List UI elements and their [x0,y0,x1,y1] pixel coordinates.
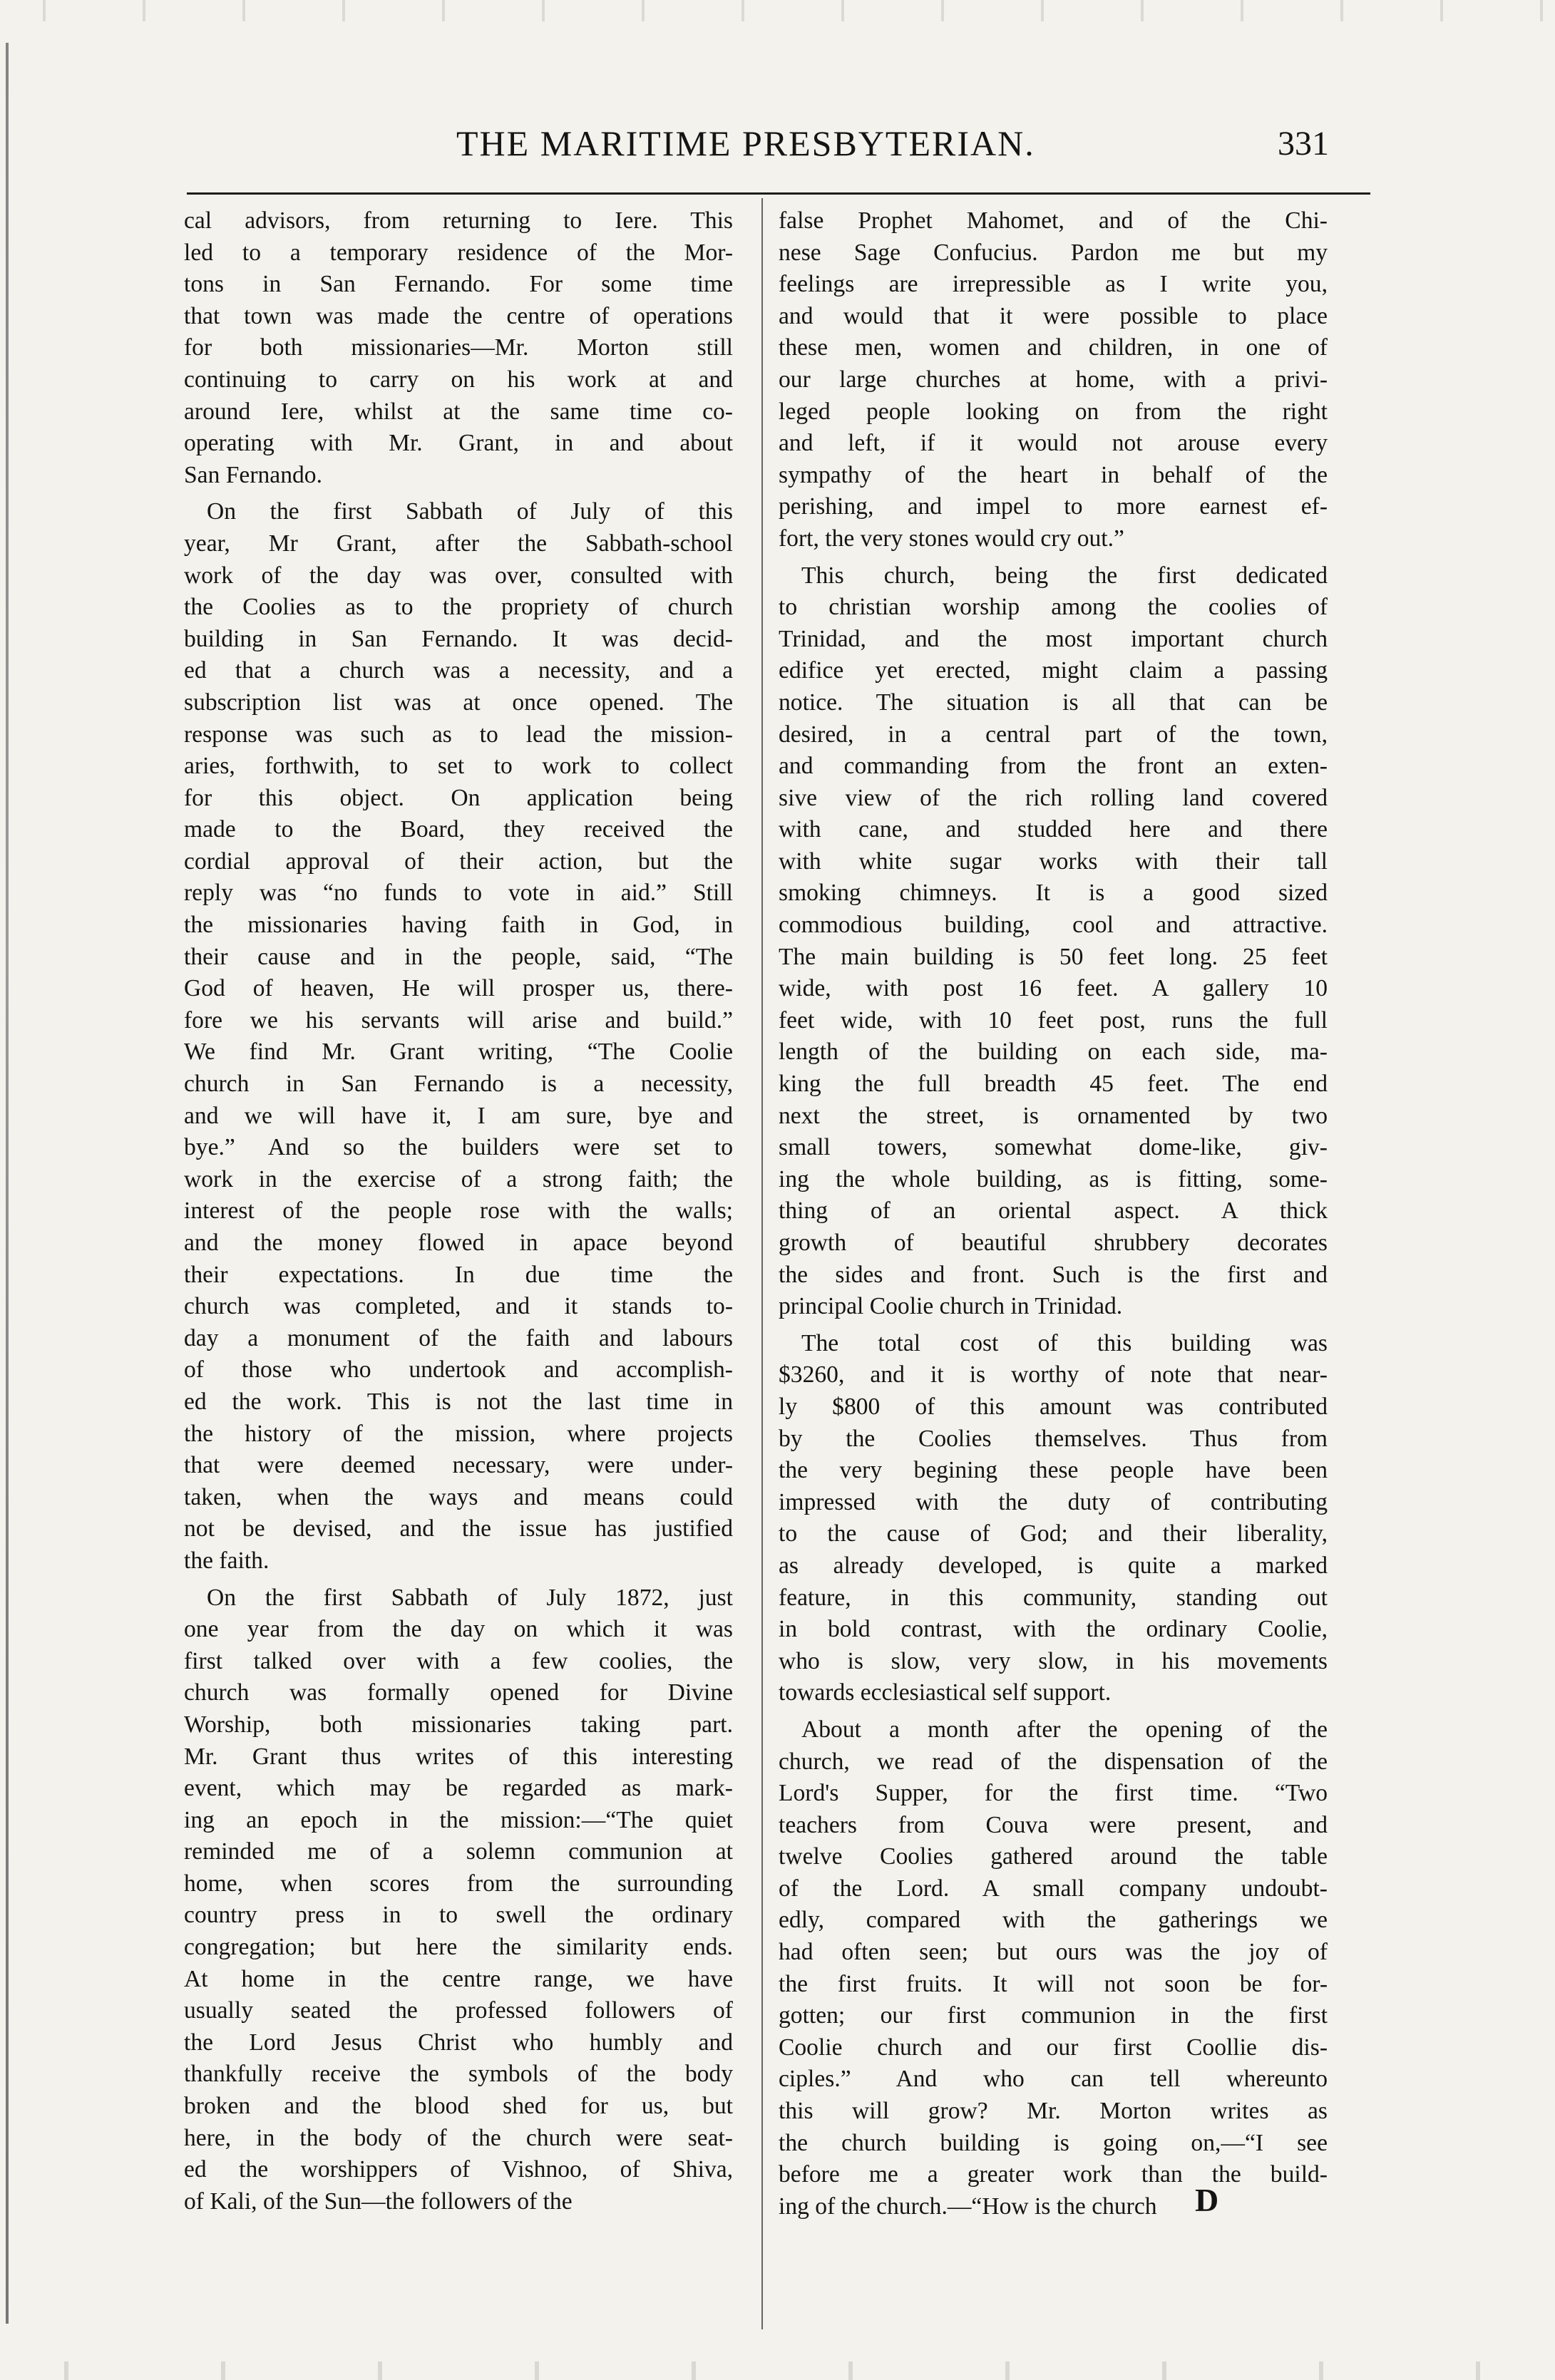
scan-artifact-bottom [0,2361,1555,2380]
paragraph [779,205,1328,555]
text-line: as already developed, is quite a marked [779,1552,1328,1579]
text-line: thing of an oriental aspect. A thick [779,1197,1328,1225]
text-line: impressed with the duty of contributing [779,1488,1328,1515]
text-line: interest of the people rose with the walls; [184,1197,733,1225]
text-line: false Prophet Mahomet, and of the Chi- [779,207,1328,234]
text-line: church was completed, and it stands to- [184,1293,733,1320]
text-line: led to a temporary residence of the Mor- [184,239,733,266]
text-line: fort, the very stones would cry out.” [779,525,1124,552]
text-line: with cane, and studded here and there [779,816,1328,843]
text-line: their expectations. In due time the [184,1261,733,1288]
text-line: work of the day was over, consulted with [184,562,733,589]
text-line: sive view of the rich rolling land covered [779,784,1328,811]
text-line: who is slow, very slow, in his movements [779,1647,1328,1674]
text-line: feature, in this community, standing out [779,1584,1328,1611]
page-header [456,123,1355,172]
text-line: before me a greater work than the build- [779,2161,1328,2188]
text-line: continuing to carry on his work at and [184,366,733,393]
text-line: the missionaries having faith in God, in [184,912,733,939]
text-line: and would that it were possible to place [779,302,1328,329]
text-line: ly $800 of this amount was contributed [779,1393,1328,1420]
text-line: the very begining these people have been [779,1457,1328,1484]
text-line: Lord's Supper, for the first time. “Two [779,1780,1328,1807]
text-line: At home in the centre range, we have [184,1965,733,1992]
text-line: About a month after the opening of the [801,1716,1328,1743]
text-line: Coolie church and our first Coollie dis- [779,2034,1328,2061]
text-line: the first fruits. It will not soon be for- [779,1970,1328,1997]
header-rule [187,192,1370,195]
text-line: aries, forthwith, to set to work to collect [184,753,733,780]
signature-mark: D [1195,2182,1219,2218]
text-line: Worship, both missionaries taking part. [184,1711,733,1738]
text-line: On the first Sabbath of July of this [207,498,733,525]
text-line: country press in to swell the ordinary [184,1902,733,1929]
text-line: smoking chimneys. It is a good sized [779,880,1328,907]
text-line: God of heaven, He will prosper us, there- [184,975,733,1002]
text-line: taken, when the ways and means could [184,1483,733,1510]
text-line: one year from the day on which it was [184,1616,733,1643]
text-line: tons in San Fernando. For some time [184,271,733,298]
text-line: nese Sage Confucius. Pardon me but my [779,239,1328,266]
text-line: work in the exercise of a strong faith; the [184,1165,733,1192]
text-line: to the cause of God; and their liberality, [779,1520,1328,1547]
text-line: $3260, and it is worthy of note that near- [779,1361,1328,1389]
text-line: small towers, somewhat dome-like, giv- [779,1134,1328,1161]
text-line: to christian worship among the coolies of [779,594,1328,621]
text-line: home, when scores from the surrounding [184,1870,733,1897]
text-line: Mr. Grant thus writes of this interesting [184,1743,733,1770]
text-line: ed that a church was a necessity, and a [184,657,733,684]
text-line: first talked over with a few coolies, the [184,1647,733,1674]
paragraph [184,496,733,1577]
text-line: feelings are irrepressible as I write you, [779,271,1328,298]
paragraph [779,1714,1328,2223]
text-line: leged people looking on from the right [779,398,1328,425]
text-line: gotten; our first communion in the first [779,2002,1328,2029]
text-line: usually seated the professed followers of [184,1997,733,2024]
column-divider [761,198,763,2329]
text-line: reminded me of a solemn communion at [184,1838,733,1865]
text-line: the Coolies as to the propriety of church [184,594,733,621]
paragraph [779,1328,1328,1709]
page-number: 331 [1278,125,1329,163]
paragraph [184,205,733,491]
text-line: ed the work. This is not the last time in [184,1388,733,1415]
text-line: king the full breadth 45 feet. The end [779,1071,1328,1098]
text-line: church, we read of the dispensation of the [779,1748,1328,1775]
text-line: and the money flowed in apace beyond [184,1230,733,1256]
text-line: and left, if it would not arouse every [779,430,1328,457]
text-line: these men, women and children, in one of [779,334,1328,361]
text-line: ing an epoch in the mission:—“The quiet [184,1806,733,1833]
text-line: year, Mr Grant, after the Sabbath-school [184,530,733,557]
text-line: desired, in a central part of the town, [779,721,1328,748]
text-line: reply was “no funds to vote in aid.” Still [184,880,733,907]
text-line: broken and the blood shed for us, but [184,2093,733,2120]
text-line: their cause and in the people, said, “The [184,943,733,970]
text-line: day a monument of the faith and labours [184,1324,733,1351]
text-line: the church building is going on,—“I see [779,2129,1328,2156]
text-line: with white sugar works with their tall [779,848,1328,875]
paragraph [779,560,1328,1323]
text-line: ed the worshippers of Vishnoo, of Shiva, [184,2156,733,2183]
text-line: notice. The situation is all that can be [779,689,1328,716]
text-line: next the street, is ornamented by two [779,1102,1328,1129]
text-line: the Lord Jesus Christ who humbly and [184,2029,733,2056]
text-line: cordial approval of their action, but the [184,848,733,875]
text-line: sympathy of the heart in behalf of the [779,461,1328,488]
text-line: subscription list was at once opened. The [184,689,733,716]
text-line: building in San Fernando. It was decid- [184,625,733,652]
text-line: ing of the church.—“How is the church [779,2193,1157,2220]
text-line: ing the whole building, as is fitting, some- [779,1165,1328,1192]
text-line: principal Coolie church in Trinidad. [779,1293,1123,1320]
text-line: The main building is 50 feet long. 25 feet [779,943,1328,970]
text-line: the faith. [184,1547,270,1574]
text-line: response was such as to lead the mission- [184,721,733,748]
text-line: perishing, and impel to more earnest ef- [779,493,1328,520]
text-line: towards ecclesiastical self support. [779,1679,1112,1706]
text-line: edly, compared with the gatherings we [779,1907,1328,1934]
text-line: congregation; but here the similarity ends. [184,1934,733,1961]
text-line: operating with Mr. Grant, in and about [184,430,733,457]
text-line: that were deemed necessary, were under- [184,1452,733,1479]
text-line: the history of the mission, where projects [184,1420,733,1447]
paragraph [184,1582,733,2218]
text-line: thankfully receive the symbols of the body [184,2061,733,2088]
running-title: THE MARITIME PRESBYTERIAN. [456,123,1035,163]
text-line: edifice yet erected, might claim a passing [779,657,1328,684]
text-line: San Fernando. [184,461,322,488]
text-line: wide, with post 16 feet. A gallery 10 [779,975,1328,1002]
text-line: bye.” And so the builders were set to [184,1134,733,1161]
text-line: and we will have it, I am sure, bye and [184,1102,733,1129]
text-line: for both missionaries—Mr. Morton still [184,334,733,361]
text-line: not be devised, and the issue has justified [184,1515,733,1542]
text-line: teachers from Couva were present, and [779,1811,1328,1838]
text-line: by the Coolies themselves. Thus from [779,1425,1328,1452]
text-line: Trinidad, and the most important church [779,625,1328,652]
text-line: of the Lord. A small company undoubt- [779,1875,1328,1902]
text-line: On the first Sabbath of July 1872, just [207,1584,733,1611]
text-line: church in San Fernando is a necessity, [184,1071,733,1098]
left-column [184,205,733,2217]
text-line: growth of beautiful shrubbery decorates [779,1230,1328,1256]
text-line: and commanding from the front an exten- [779,753,1328,780]
text-line: We find Mr. Grant writing, “The Coolie [184,1039,733,1066]
text-line: twelve Coolies gathered around the table [779,1843,1328,1870]
text-line: of Kali, of the Sun—the followers of the [184,2188,573,2215]
text-line: around Iere, whilst at the same time co- [184,398,733,425]
text-line: here, in the body of the church were seat- [184,2124,733,2151]
text-line: The total cost of this building was [801,1329,1328,1356]
text-line: for this object. On application being [184,784,733,811]
text-line: ciples.” And who can tell whereunto [779,2066,1328,2093]
page-edge [6,43,9,2324]
text-line: had often seen; but ours was the joy of [779,1939,1328,1966]
text-line: length of the building on each side, ma- [779,1039,1328,1066]
scan-artifact-top [0,0,1555,21]
text-line: the sides and front. Such is the first and [779,1261,1328,1288]
text-line: commodious building, cool and attractive. [779,912,1328,939]
text-line: feet wide, with 10 feet post, runs the full [779,1006,1328,1034]
text-line: our large churches at home, with a privi- [779,366,1328,393]
text-line: event, which may be regarded as mark- [184,1775,733,1802]
text-line: made to the Board, they received the [184,816,733,843]
text-line: this will grow? Mr. Morton writes as [779,2098,1328,2125]
text-line: that town was made the centre of operations [184,302,733,329]
text-line: fore we his servants will arise and build.” [184,1006,733,1034]
text-line: in bold contrast, with the ordinary Coolie, [779,1616,1328,1643]
text-line: cal advisors, from returning to Iere. This [184,207,733,234]
right-column [779,205,1328,2222]
text-line: church was formally opened for Divine [184,1679,733,1706]
text-line: This church, being the first dedicated [801,562,1328,589]
text-line: of those who undertook and accomplish- [184,1356,733,1384]
